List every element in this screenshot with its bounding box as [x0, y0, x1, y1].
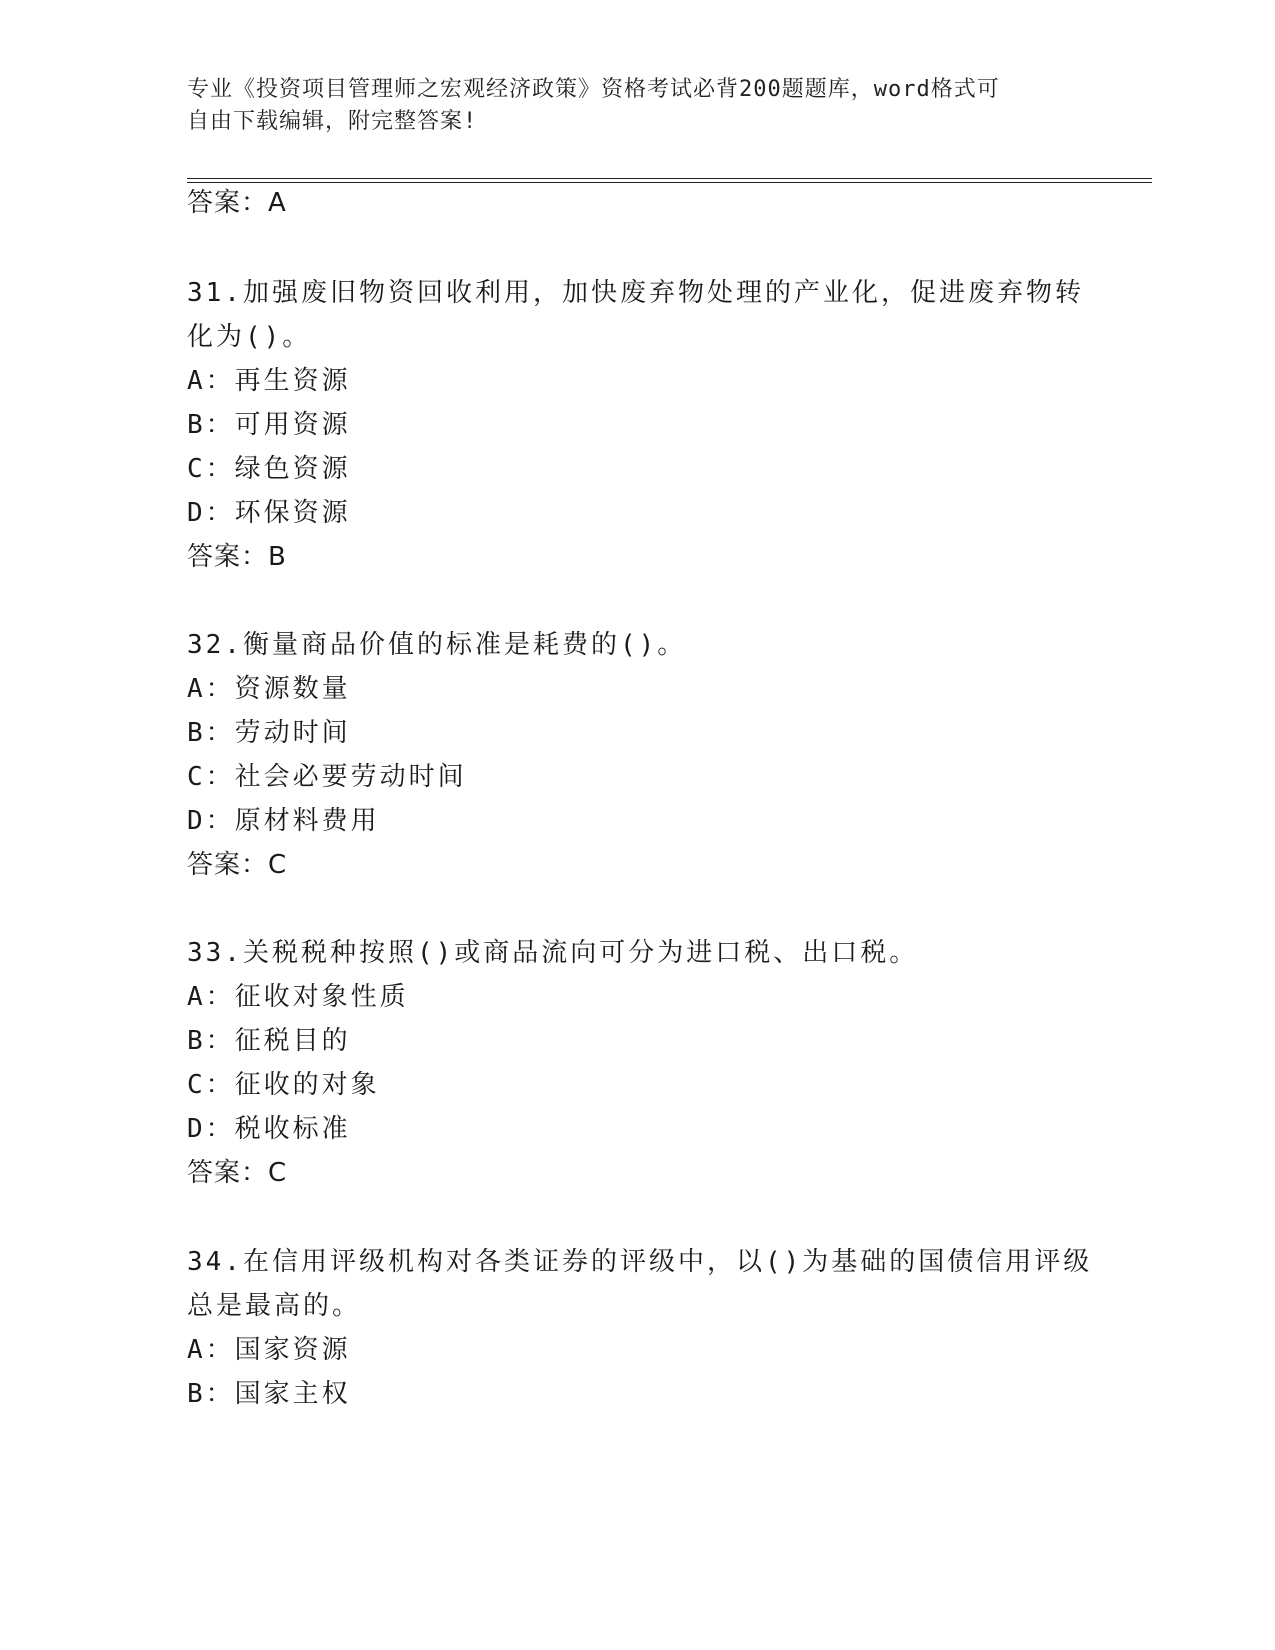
header-line-1: 专业《投资项目管理师之宏观经济政策》资格考试必背200题题库，word格式可 — [187, 77, 1000, 102]
question-33-option-d: D：税收标准 — [187, 1114, 351, 1144]
question-32-answer: 答案：C — [187, 850, 288, 880]
answer-prev: 答案：A — [187, 188, 287, 218]
question-33-option-b: B：征税目的 — [187, 1026, 351, 1056]
question-34-option-a: A：国家资源 — [187, 1335, 351, 1365]
question-31-option-a: A：再生资源 — [187, 366, 351, 396]
question-33-option-a: A：征收对象性质 — [187, 982, 409, 1012]
question-31-line-1: 31.加强废旧物资回收利用，加快废弃物处理的产业化，促进废弃物转 — [187, 278, 1084, 308]
header-line-2: 自由下载编辑，附完整答案! — [187, 109, 478, 134]
question-32-option-b: B：劳动时间 — [187, 718, 351, 748]
question-33-option-c: C：征收的对象 — [187, 1070, 380, 1100]
question-31-option-c: C：绿色资源 — [187, 454, 351, 484]
document-header — [187, 74, 1067, 138]
question-33-answer: 答案：C — [187, 1158, 288, 1188]
question-31-line-2: 化为()。 — [187, 322, 312, 352]
question-34-option-b: B：国家主权 — [187, 1379, 351, 1409]
question-31-answer: 答案：B — [187, 542, 287, 572]
question-32-line-1: 32.衡量商品价值的标准是耗费的()。 — [187, 630, 687, 660]
question-34-line-1: 34.在信用评级机构对各类证券的评级中，以()为基础的国债信用评级 — [187, 1247, 1093, 1277]
question-34-line-2: 总是最高的。 — [187, 1291, 362, 1321]
header-divider — [187, 178, 1152, 183]
question-31-option-b: B：可用资源 — [187, 410, 351, 440]
question-32-option-a: A：资源数量 — [187, 674, 351, 704]
question-32-option-d: D：原材料费用 — [187, 806, 380, 836]
question-33-line-1: 33.关税税种按照()或商品流向可分为进口税、出口税。 — [187, 938, 919, 968]
question-32-option-c: C：社会必要劳动时间 — [187, 762, 467, 792]
question-31-option-d: D：环保资源 — [187, 498, 351, 528]
